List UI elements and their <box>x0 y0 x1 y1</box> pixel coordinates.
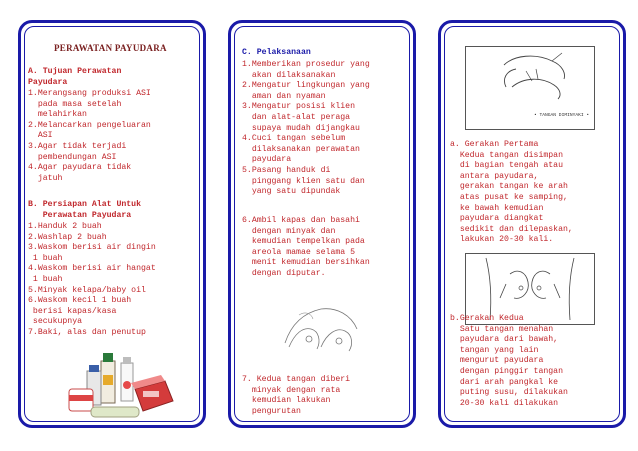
brochure-panel-middle <box>228 20 416 428</box>
steps-1-to-5: 1.Memberikan prosedur yang akan dilaksanakan 2.Mengatur lingkungan yang aman dan nyaman 3.Mengatur posisi klien dan alat-alat peraga supaya mudah dijangkau 4.Cuci tangan sebelum dilaksanakan perawatan payudara 5.Pasang handuk di pinggang klien satu dan yang satu dipundak <box>242 60 370 197</box>
oiled-hands-figure <box>465 46 595 130</box>
step-6: 6.Ambil kapas dan basahi dengan minyak dan kemudian tempelkan pada areola mamae selama 5 menit kemudian bersihkan dengan diputar. <box>242 216 370 278</box>
section-a-heading: A. Tujuan Perawatan Payudara <box>28 67 122 87</box>
brochure-panel-left <box>18 20 206 428</box>
first-movement-text: a. Gerakan Pertama Kedua tangan disimpan di bagian tengah atau antara payudara, gerakan tangan ke arah atas pusat ke samping, ke bawah kemudian payudara diangkat sedikit dan dilepaskan, lakukan 20-30 kali. <box>450 140 573 245</box>
section-a-list: 1.Merangsang produksi ASI pada masa setelah melahirkan 2.Melancarkan pengeluaran ASI 3.Agar tidak terjadi pembendungan ASI 4.Agar payudara tidak jatuh <box>28 89 151 183</box>
brochure-title: PERAWATAN PAYUDARA <box>54 43 167 53</box>
section-b-list: 1.Handuk 2 buah 2.Washlap 2 buah 3.Waskom berisi air dingin 1 buah 4.Waskom berisi air hangat 1 buah 5.Minyak kelapa/baby oil 6.Waskom kecil 1 buah berisi kapas/kasa secukupnya 7.Baki, alas dan penutup <box>28 222 156 337</box>
section-c-heading: C. Pelaksanaan <box>242 48 311 57</box>
figure-caption: • TANGAN DIMINYAKI • <box>534 113 590 118</box>
breast-care-supplies-illustration <box>61 341 176 421</box>
step-7: 7. Kedua tangan diberi minyak dengan rata kemudian lakukan pengurutan <box>242 375 351 416</box>
breast-cotton-illustration <box>281 295 361 355</box>
section-b-heading: B. Persiapan Alat Untuk Perawatan Payudara <box>28 200 142 220</box>
brochure-panel-right <box>438 20 626 428</box>
second-movement-text: b.Gerakan Kedua Satu tangan menahan payudara dari bawah, tangan yang lain mengurut payudara dengan pinggir tangan dari arah pangkal ke puting susu, dilakukan 20-30 kali dilakukan <box>450 314 568 408</box>
